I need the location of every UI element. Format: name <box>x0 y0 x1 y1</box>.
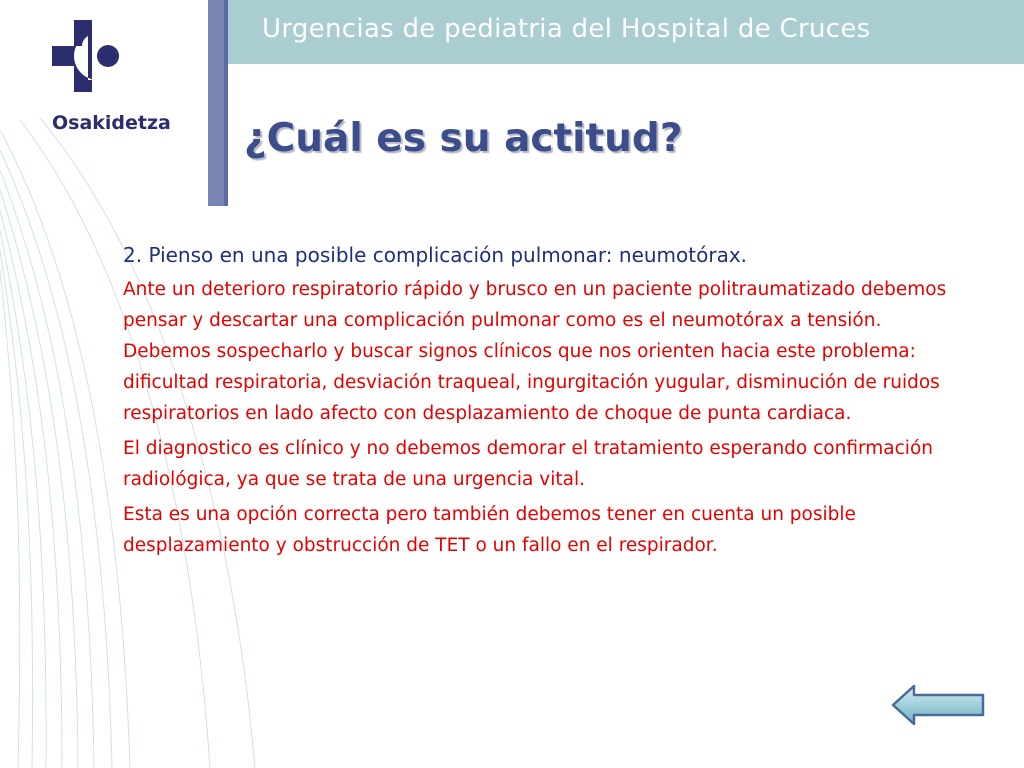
slide-title: ¿Cuál es su actitud? <box>244 116 683 161</box>
osakidetza-logo-icon <box>52 20 122 92</box>
paragraph-conclusion: Esta es una opción correcta pero también debemos tener en cuenta un posible desplazamiento y obstrucción de TET o un fallo en el respirador. <box>123 504 856 556</box>
left-arrow-icon[interactable] <box>890 684 986 726</box>
point-text: Pienso en una posible complicación pulmonar: neumotórax. <box>148 243 748 267</box>
header-title: Urgencias de pediatria del Hospital de Cruces <box>262 14 871 44</box>
point-number: 2. <box>123 243 143 267</box>
point-heading <box>123 240 973 270</box>
paragraph-explanation: Ante un deterioro respiratorio rápido y brusco en un paciente politraumatizado debemos pensar y descartar una complicación pulmonar como es el neumotórax a tensión. Debemos sospecharlo y buscar signos clínicos que nos orienten hacia este problema: dificultad respiratoria, desviación traqueal, ingurgitación yugular, disminución de ruidos respiratorios en lado afecto con desplazamiento de choque de punta cardiaca. <box>123 279 947 424</box>
slide-content <box>123 240 973 565</box>
accent-bar-edge <box>224 0 228 206</box>
logo-name: Osakidetza <box>52 112 171 134</box>
paragraph-diagnosis: El diagnostico es clínico y no debemos demorar el tratamiento esperando confirmación radiológica, ya que se trata de una urgencia vital. <box>123 438 933 490</box>
